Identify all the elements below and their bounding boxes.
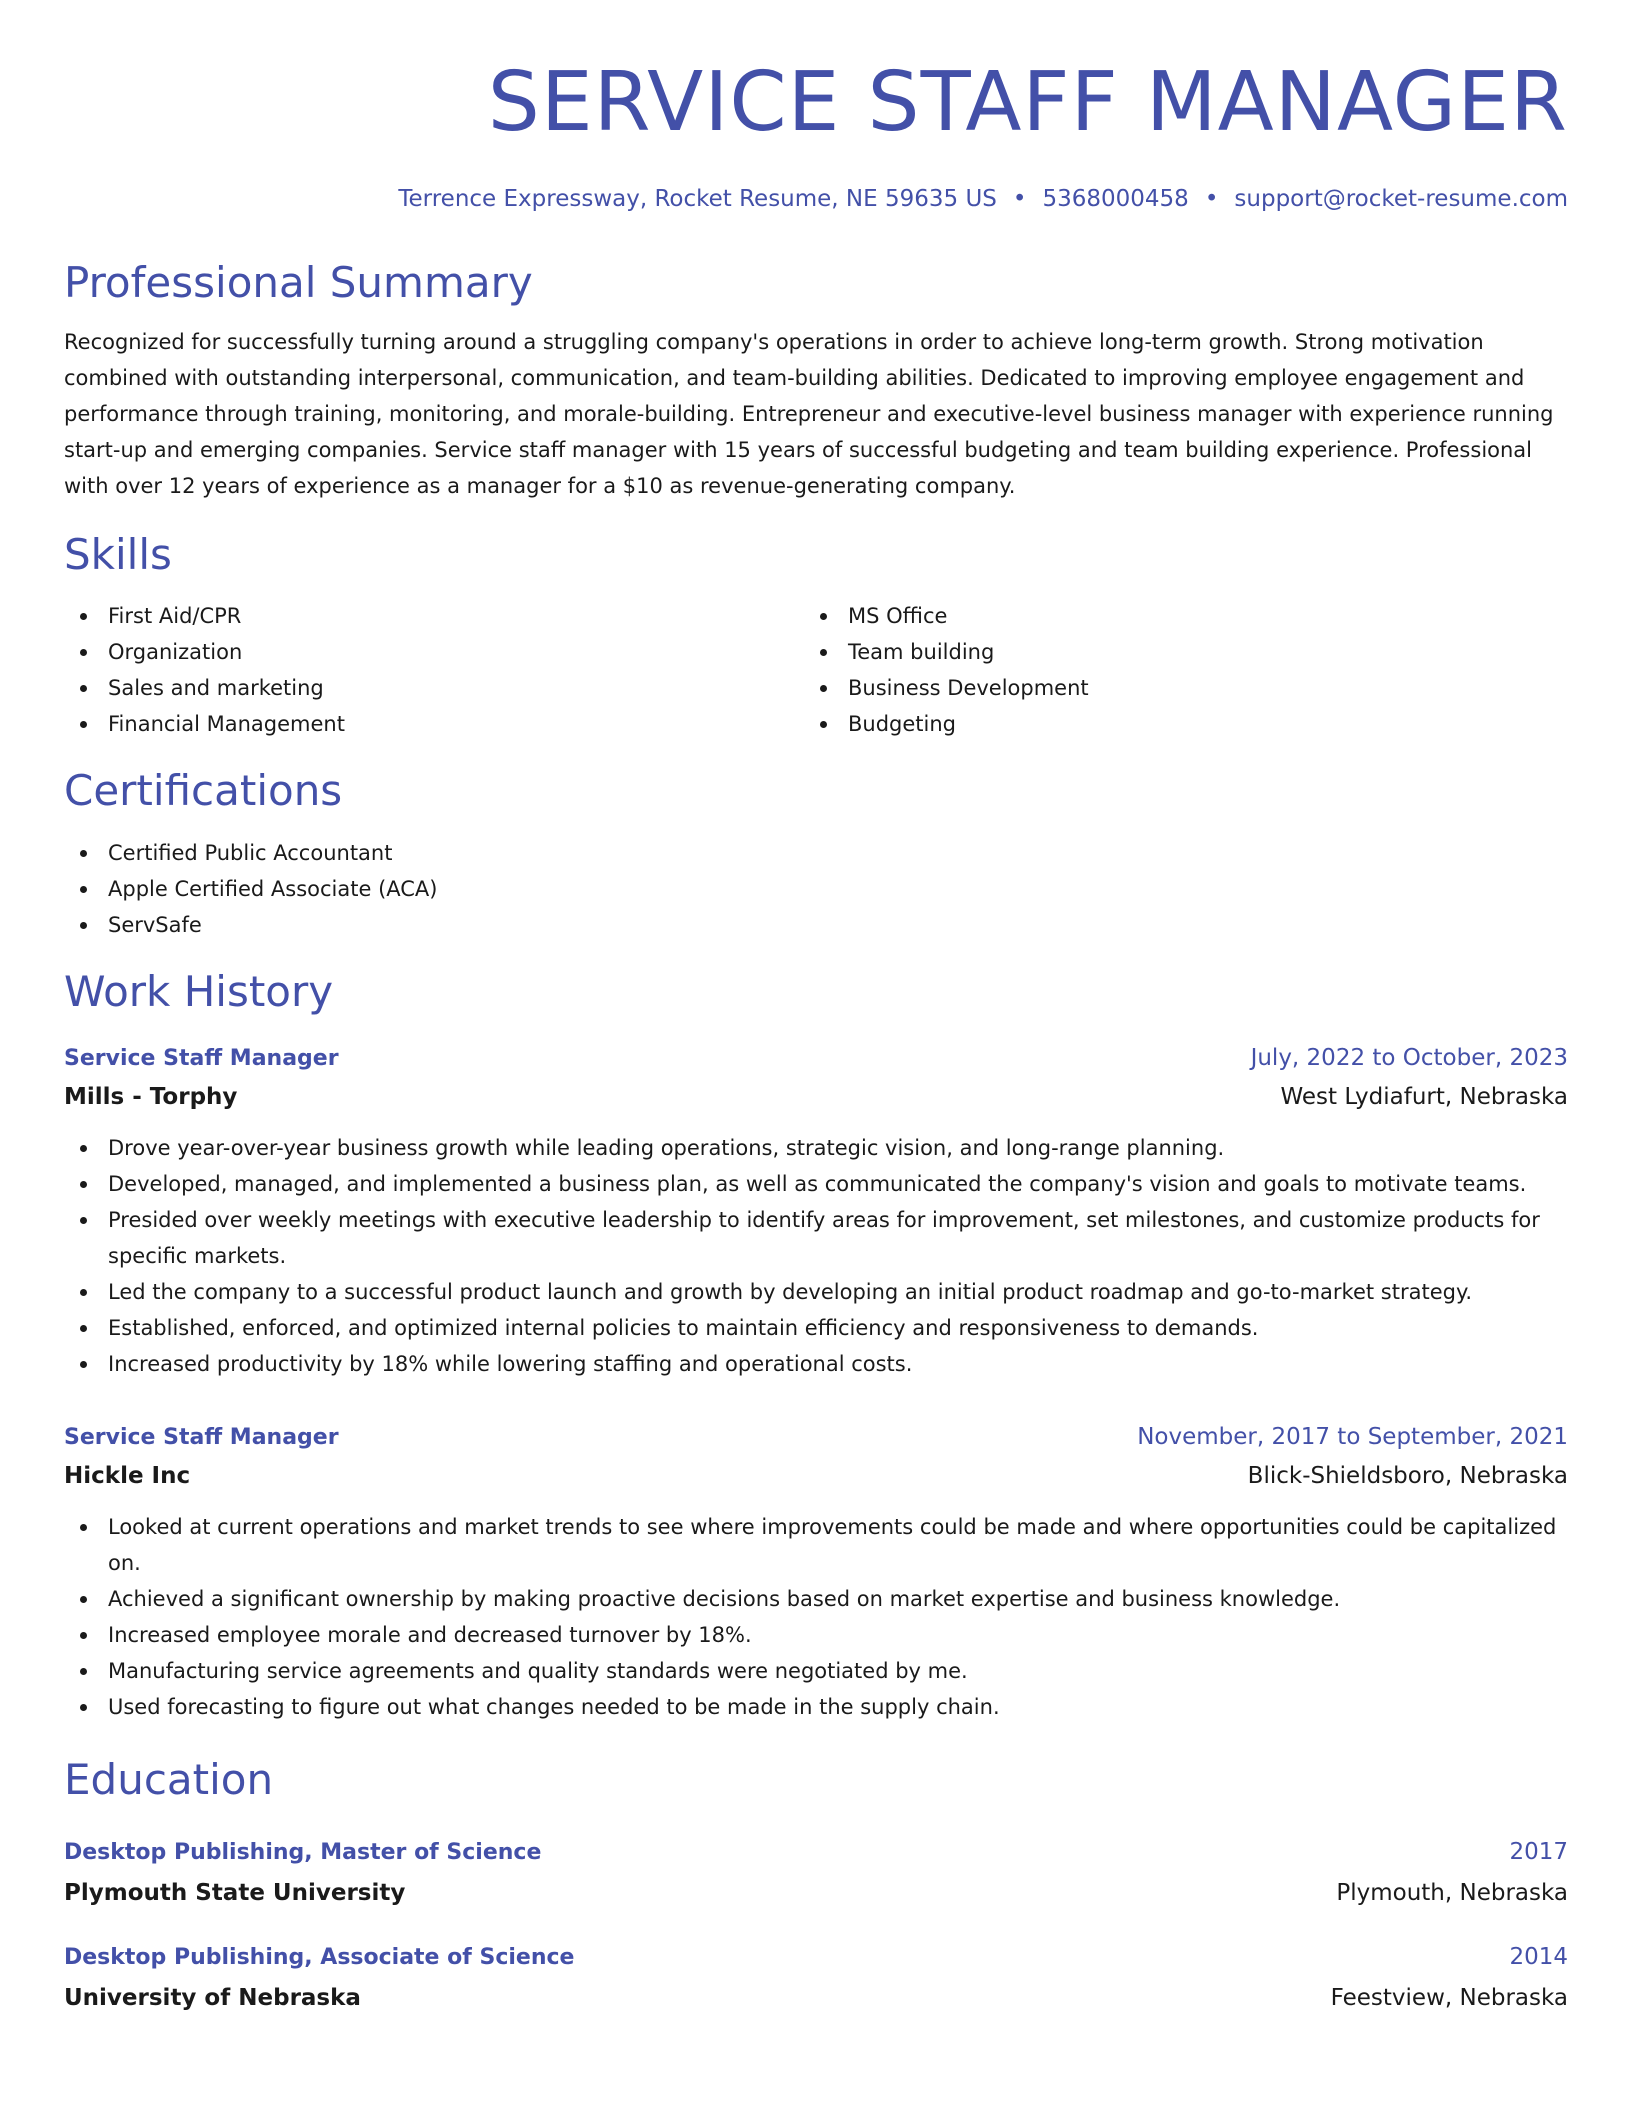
job-bullets <box>64 1130 1568 1382</box>
skill-item: First Aid/CPR <box>64 598 804 634</box>
skill-item: Team building <box>804 634 1544 670</box>
job-bullet: Increased employee morale and decreased turnover by 18%. <box>64 1617 1568 1653</box>
job-company: Hickle Inc <box>64 1463 191 1490</box>
education-heading: Education <box>64 1755 274 1805</box>
job-bullet: Increased productivity by 18% while lowering staffing and operational costs. <box>64 1346 1568 1382</box>
skills-list-left <box>64 598 804 742</box>
skills-list-right <box>804 598 1544 742</box>
job-bullet: Presided over weekly meetings with executive leadership to identify areas for improvement, set milestones, and customize products for specific markets. <box>64 1202 1568 1274</box>
separator-dot: • <box>1204 186 1219 212</box>
job-bullets <box>64 1509 1568 1725</box>
job-bullet: Established, enforced, and optimized internal policies to maintain efficiency and responsiveness to demands. <box>64 1310 1568 1346</box>
summary-section <box>64 258 1568 504</box>
work-history-section <box>64 967 1568 1725</box>
job-bullet: Achieved a significant ownership by making proactive decisions based on market expertise and business knowledge. <box>64 1581 1568 1617</box>
education-location: Feestview, Nebraska <box>1330 1984 1568 2011</box>
resume-name: SERVICE STAFF MANAGER <box>487 55 1568 150</box>
skills-columns <box>64 598 1568 742</box>
education-entry <box>64 1937 1568 2018</box>
job-bullet: Developed, managed, and implemented a business plan, as well as communicated the company's vision and goals to motivate teams. <box>64 1166 1568 1202</box>
skills-heading: Skills <box>64 529 172 579</box>
job-entry <box>64 1418 1568 1725</box>
contact-line <box>64 186 1568 214</box>
education-entry <box>64 1832 1568 1913</box>
job-bullet: Manufacturing service agreements and quality standards were negotiated by me. <box>64 1653 1568 1689</box>
certification-item: ServSafe <box>64 907 1568 943</box>
job-bullet: Drove year-over-year business growth while leading operations, strategic vision, and long-range planning. <box>64 1130 1568 1166</box>
separator-dot: • <box>1012 186 1027 212</box>
education-school: Plymouth State University <box>64 1879 406 1906</box>
skill-item: Organization <box>64 634 804 670</box>
education-year: 2014 <box>1509 1943 1568 1970</box>
contact-address: Terrence Expressway, Rocket Resume, NE 59635 US <box>398 186 997 212</box>
skill-item: Business Development <box>804 670 1544 706</box>
job-title: Service Staff Manager <box>64 1425 339 1451</box>
certifications-section <box>64 766 1568 942</box>
job-dates: July, 2022 to October, 2023 <box>1250 1045 1568 1072</box>
summary-heading: Professional Summary <box>64 257 533 307</box>
education-degree: Desktop Publishing, Master of Science <box>64 1839 542 1865</box>
skills-section <box>64 530 1568 742</box>
skill-item: Sales and marketing <box>64 670 804 706</box>
certification-item: Apple Certified Associate (ACA) <box>64 871 1568 907</box>
education-location: Plymouth, Nebraska <box>1336 1879 1568 1906</box>
job-bullet: Led the company to a successful product launch and growth by developing an initial product roadmap and go-to-market strategy. <box>64 1274 1568 1310</box>
job-bullet: Used forecasting to figure out what changes needed to be made in the supply chain. <box>64 1689 1568 1725</box>
certifications-list <box>64 835 1568 943</box>
job-bullet: Looked at current operations and market trends to see where improvements could be made and where opportunities could be capitalized on. <box>64 1509 1568 1581</box>
education-degree: Desktop Publishing, Associate of Science <box>64 1944 575 1970</box>
certification-item: Certified Public Accountant <box>64 835 1568 871</box>
education-year: 2017 <box>1509 1838 1568 1865</box>
skill-item: Budgeting <box>804 706 1544 742</box>
contact-phone: 5368000458 <box>1042 186 1189 212</box>
skill-item: MS Office <box>804 598 1544 634</box>
certifications-heading: Certifications <box>64 766 343 816</box>
job-company: Mills - Torphy <box>64 1084 238 1111</box>
contact-email: support@rocket-resume.com <box>1234 186 1568 212</box>
job-title: Service Staff Manager <box>64 1046 339 1072</box>
job-entry <box>64 1039 1568 1382</box>
summary-text: Recognized for successfully turning around a struggling company's operations in order to achieve long-term growth. Strong motivation combined with outstanding interpersonal, communication, and team-building abilities. Dedicated to improving employee engagement and performance through training, monitoring, and morale-building. Entrepreneur and executive-level business manager with experience running start-up and emerging companies. Service staff manager with 15 years of successful budgeting and team building experience. Professional with over 12 years of experience as a manager for a $10 as revenue-generating company. <box>64 329 1554 498</box>
skill-item: Financial Management <box>64 706 804 742</box>
job-location: West Lydiafurt, Nebraska <box>1280 1084 1568 1111</box>
work-history-heading: Work History <box>64 966 334 1016</box>
job-dates: November, 2017 to September, 2021 <box>1137 1424 1568 1451</box>
job-location: Blick-Shieldsboro, Nebraska <box>1247 1463 1568 1490</box>
education-school: University of Nebraska <box>64 1984 361 2011</box>
education-section <box>64 1755 1568 2017</box>
